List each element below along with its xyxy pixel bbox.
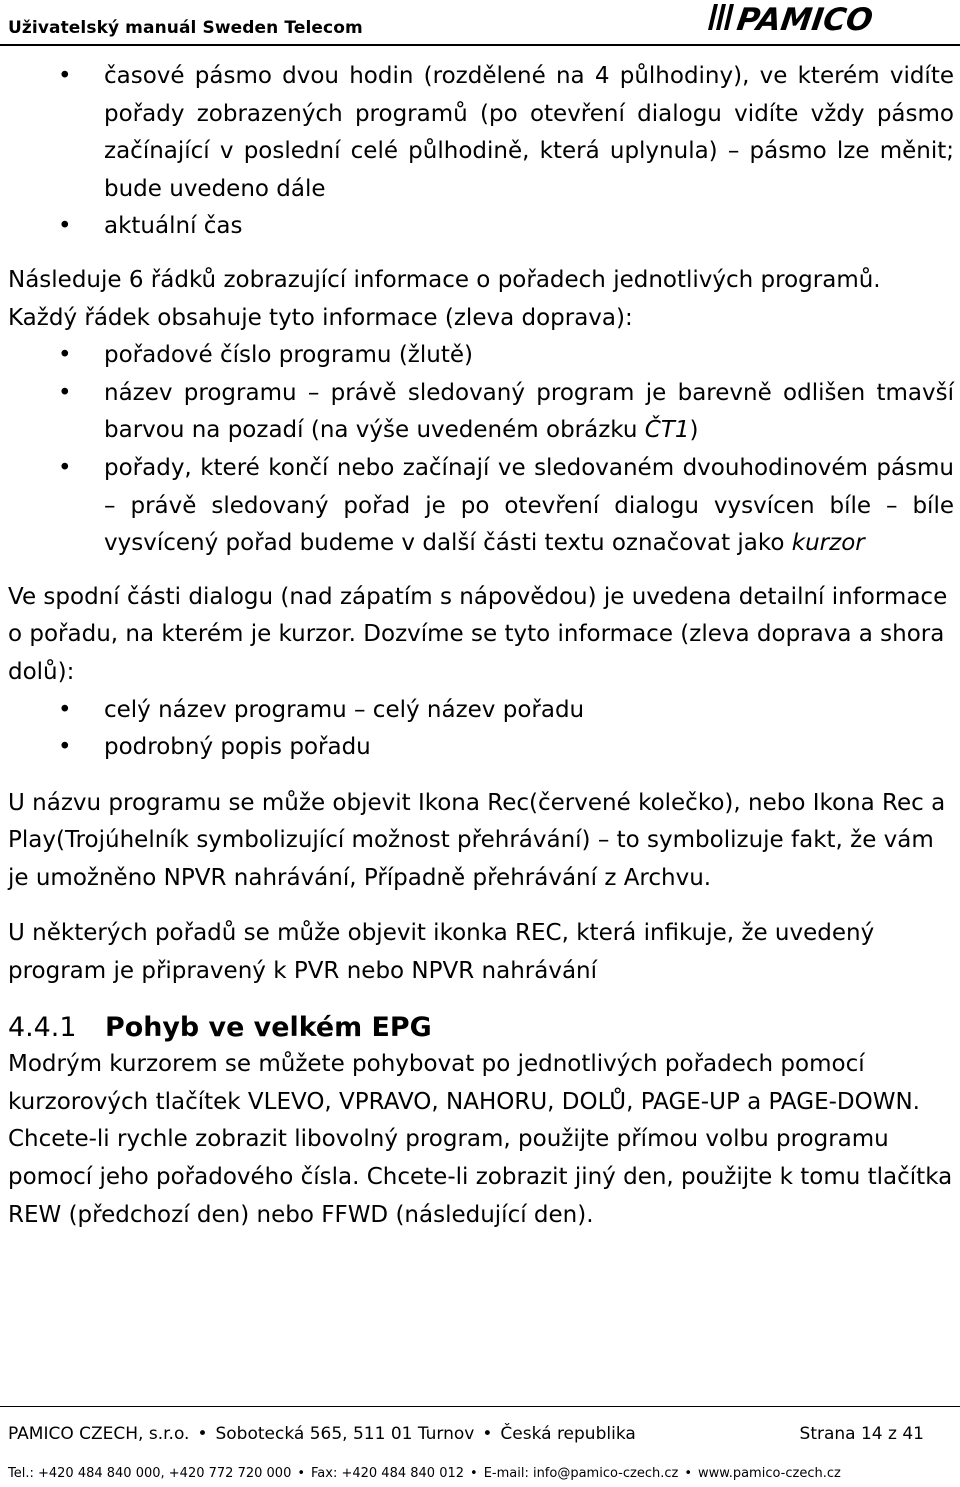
paragraph-navigation: Modrým kurzorem se můžete pohybovat po jednotlivých pořadech pomocí kurzorových tlačítek VLEVO, VPRAVO, NAHORU, DOLŮ, PAGE-UP a PAGE-DOWN. Chcete-li rychle zobrazit libovolný program, použijte přímou volbu programu pomocí jeho pořadového čísla. Chcete-li zobrazit jiný den, použijte k tomu tlačítka REW (předchozí den) nebo FFWD (následující den). <box>8 1051 953 1228</box>
bullet-icon: • <box>58 379 72 406</box>
document-body <box>8 58 954 1234</box>
section-heading <box>8 1009 954 1047</box>
bullet-icon: • <box>297 1466 306 1481</box>
bullet-icon: • <box>470 1466 478 1481</box>
footer-address <box>8 1424 636 1444</box>
emphasis-ct1: ČT1 <box>644 417 690 444</box>
bullet-list-epg-header <box>8 58 954 246</box>
paragraph-detail-info: Ve spodní části dialogu (nad zápatím s nápovědou) je uvedena detailní informace o pořadu, na kterém je kurzor. Dozvíme se tyto informace (zleva doprava a shora dolů): <box>8 583 948 685</box>
list-item: • pořadové číslo programu (žlutě) <box>8 337 954 375</box>
pamico-logo <box>704 0 948 44</box>
bullet-icon: • <box>58 454 72 481</box>
emphasis-kurzor: kurzor <box>791 530 865 557</box>
bullet-list-row-info <box>8 337 954 563</box>
pamico-logo-graphic <box>704 0 948 40</box>
footer-country: Česká republika <box>500 1424 636 1444</box>
page-number: Strana 14 z 41 <box>799 1424 924 1444</box>
bullet-list-detail <box>8 692 954 767</box>
footer-divider <box>0 1406 960 1407</box>
list-item: • aktuální čas <box>8 208 954 246</box>
list-item: • celý název programu – celý název pořadu <box>8 692 954 730</box>
bullet-icon: • <box>58 734 72 761</box>
footer-tel: Tel.: +420 484 840 000, +420 772 720 000 <box>8 1466 292 1481</box>
footer-fax: Fax: +420 484 840 012 <box>311 1466 465 1481</box>
footer-email: E-mail: info@pamico-czech.cz <box>483 1466 679 1481</box>
footer-street: Sobotecká 565, 511 01 Turnov <box>215 1424 475 1444</box>
list-item: • časové pásmo dvou hodin (rozdělené na 4 půlhodiny), ve kterém vidíte pořady zobrazených programů (po otevření dialogu vidíte vždy pásmo začínající v poslední celé půlhodině, která uplynula) – pásmo lze měnit; bude uvedeno dále <box>8 58 954 208</box>
page-header <box>0 0 960 46</box>
bullet-icon: • <box>58 63 72 89</box>
section-title: Pohyb ve velkém EPG <box>105 1011 432 1043</box>
logo-text: PAMICO <box>734 2 876 38</box>
list-item: • pořady, které končí nebo začínají ve sledovaném dvouhodinovém pásmu – právě sledovaný pořad je po otevření dialogu vysvícen bíle – bíle vysvícený pořad budeme v další části textu označovat jako kurzor <box>8 450 954 563</box>
section-number: 4.4.1 <box>8 1011 77 1043</box>
bullet-icon: • <box>58 342 72 369</box>
document-title: Uživatelský manuál Sweden Telecom <box>8 18 363 38</box>
bullet-icon: • <box>197 1424 208 1444</box>
paragraph-rec-badge: U některých pořadů se může objevit ikonka REC, která infikuje, že uvedený program je připravený k PVR nebo NPVR nahrávání <box>8 920 875 985</box>
bullet-icon: • <box>58 213 72 240</box>
bullet-icon: • <box>58 696 72 723</box>
footer-web: www.pamico-czech.cz <box>698 1466 841 1481</box>
paragraph-rec-icons: U názvu programu se může objevit Ikona Rec(červené kolečko), nebo Ikona Rec a Play(Trojúhelník symbolizující možnost přehrávání) – to symbolizuje fakt, že vám je umožněno NPVR nahrávání, Případně přehrávání z Archvu. <box>8 789 946 891</box>
footer-company: PAMICO CZECH, s.r.o. <box>8 1424 190 1444</box>
bullet-icon: • <box>684 1466 692 1481</box>
footer-contact <box>8 1466 841 1481</box>
paragraph-rows-info: Následuje 6 řádků zobrazující informace o pořadech jednotlivých programů. Každý řádek obsahuje tyto informace (zleva doprava): <box>8 266 881 331</box>
list-item: • podrobný popis pořadu <box>8 729 954 767</box>
bullet-icon: • <box>482 1424 493 1444</box>
list-item: • název programu – právě sledovaný program je barevně odlišen tmavší barvou na pozadí (na výše uvedeném obrázku ČT1) <box>8 375 954 450</box>
